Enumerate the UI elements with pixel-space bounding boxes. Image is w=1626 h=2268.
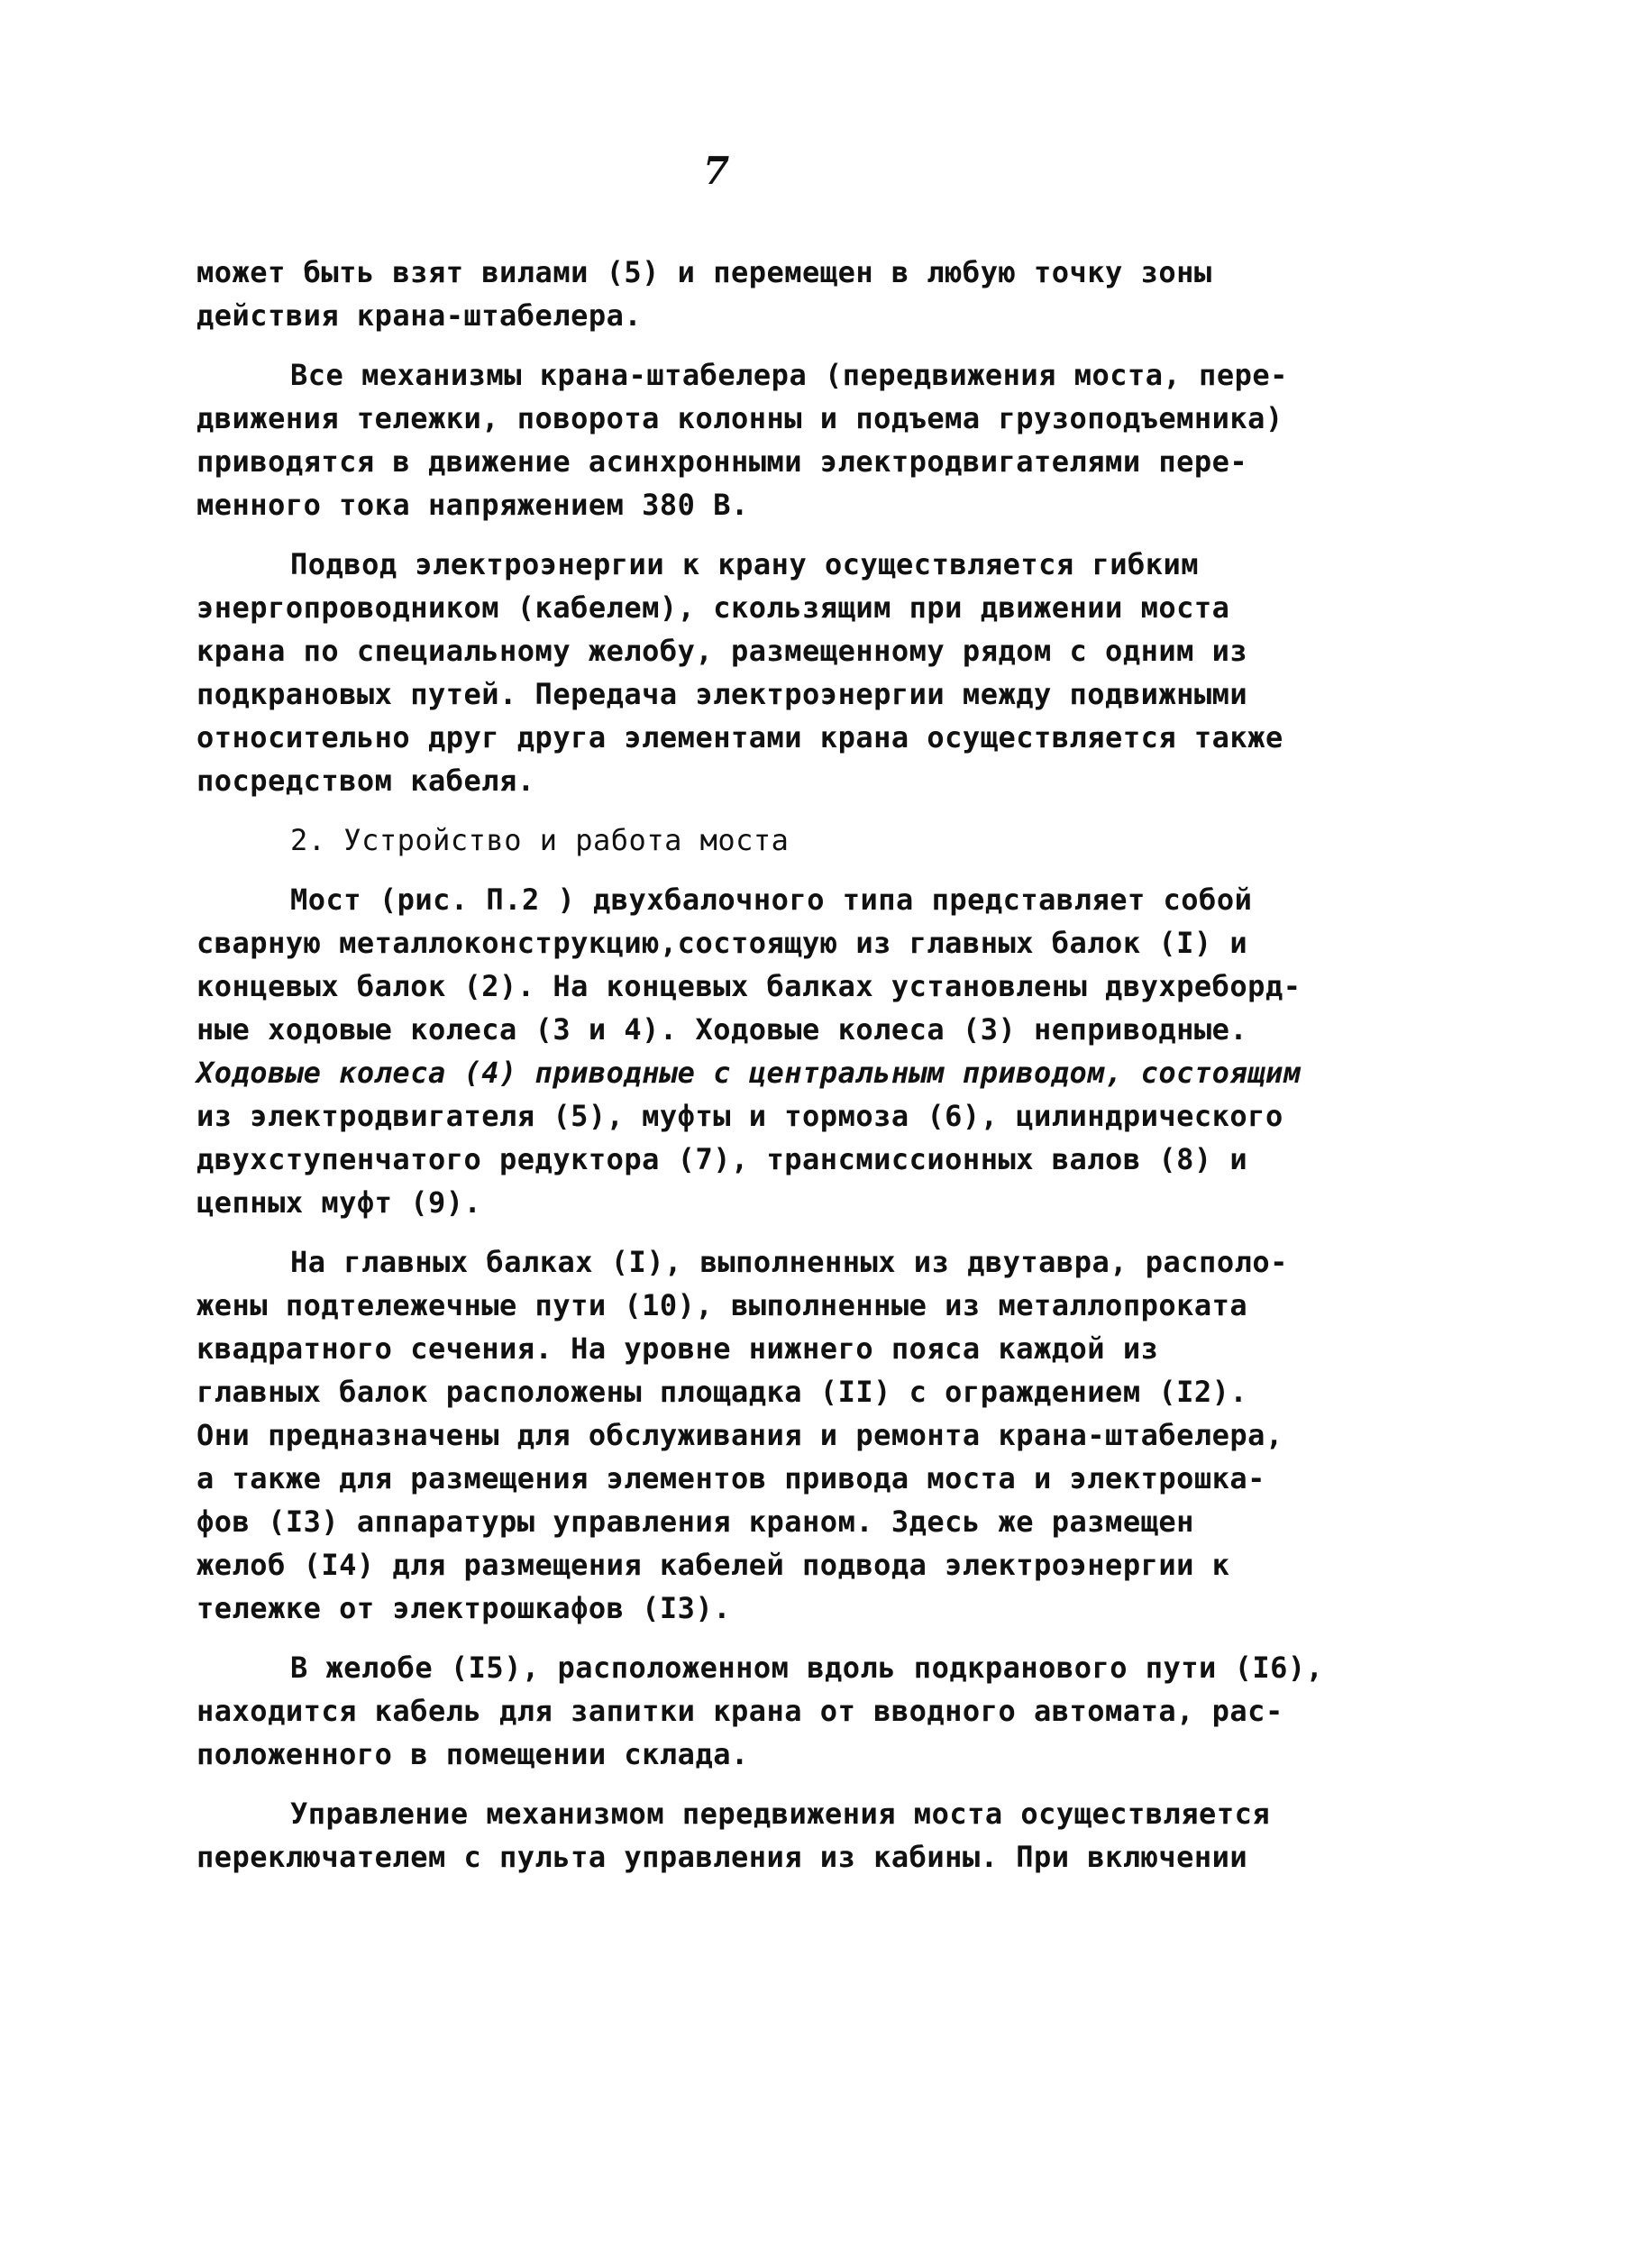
text-line: переключателем с пульта управления из кабины. При включении [196, 1840, 1248, 1874]
text-line: положенного в помещении склада. [196, 1737, 749, 1771]
text-line: из электродвигателя (5), муфты и тормоза (6), цилиндрического [196, 1099, 1283, 1133]
text-line: действия крана-штабелера. [196, 298, 643, 333]
text-line: ные ходовые колеса (3 и 4). Ходовые колеса (3) неприводные. [196, 1012, 1248, 1047]
section-heading: 2. Устройство и работа моста [290, 823, 790, 857]
text-line: концевых балок (2). На концевых балках установлены двухреборд- [196, 969, 1302, 1003]
text-line: Управление механизмом передвижения моста осуществляется [290, 1797, 1271, 1831]
text-line: главных балок расположены площадка (II) с ограждением (I2). [196, 1375, 1248, 1409]
page-number: 7 [703, 149, 730, 193]
text-line: Подвод электроэнергии к крану осуществляется гибким [290, 547, 1200, 581]
text-line: приводятся в движение асинхронными электродвигателями пере- [196, 444, 1248, 479]
text-line: подкрановых путей. Передача электроэнергии между подвижными [196, 677, 1248, 711]
text-line: Мост (рис. П.2 ) двухбалочного типа представляет собой [290, 883, 1253, 917]
text-line: квадратного сечения. На уровне нижнего пояса каждой из [196, 1331, 1159, 1366]
text-line: Ходовые колеса (4) приводные с центральным приводом, состоящим [196, 1056, 1302, 1090]
text-line: сварную металлоконструкцию,состоящую из главных балок (I) и [196, 926, 1248, 960]
text-line: энергопроводником (кабелем), скользящим при движении моста [196, 590, 1230, 625]
text-line: двухступенчатого редуктора (7), трансмиссионных валов (8) и [196, 1142, 1248, 1176]
text-line: тележке от электрошкафов (I3). [196, 1591, 731, 1625]
body-text [196, 251, 1324, 1879]
text-line: цепных муфт (9). [196, 1185, 482, 1220]
text-line: может быть взят вилами (5) и перемещен в любую точку зоны [196, 255, 1212, 289]
text-line: а также для размещения элементов привода моста и электрошка- [196, 1461, 1265, 1495]
text-line: Все механизмы крана-штабелера (передвижения моста, пере- [290, 358, 1288, 392]
text-line: движения тележки, поворота колонны и подъема грузоподъемника) [196, 401, 1283, 435]
text-line: посредством кабеля. [196, 764, 535, 798]
text-line: фов (I3) аппаратуры управления краном. Здесь же размещен [196, 1504, 1194, 1539]
text-line: менного тока напряжением 380 В. [196, 488, 749, 522]
text-line: В желобе (I5), расположенном вдоль подкранового пути (I6), [290, 1651, 1324, 1685]
text-line: желоб (I4) для размещения кабелей подвода электроэнергии к [196, 1548, 1230, 1582]
text-line: находится кабель для запитки крана от вводного автомата, рас- [196, 1694, 1283, 1728]
text-line: Они предназначены для обслуживания и ремонта крана-штабелера, [196, 1418, 1283, 1452]
text-line: жены подтележечные пути (10), выполненные из металлопроката [196, 1288, 1248, 1322]
text-line: относительно друг друга элементами крана осуществляется также [196, 720, 1283, 754]
text-line: крана по специальному желобу, размещенному рядом с одним из [196, 634, 1248, 668]
text-line: На главных балках (I), выполненных из двутавра, располо- [290, 1245, 1288, 1279]
